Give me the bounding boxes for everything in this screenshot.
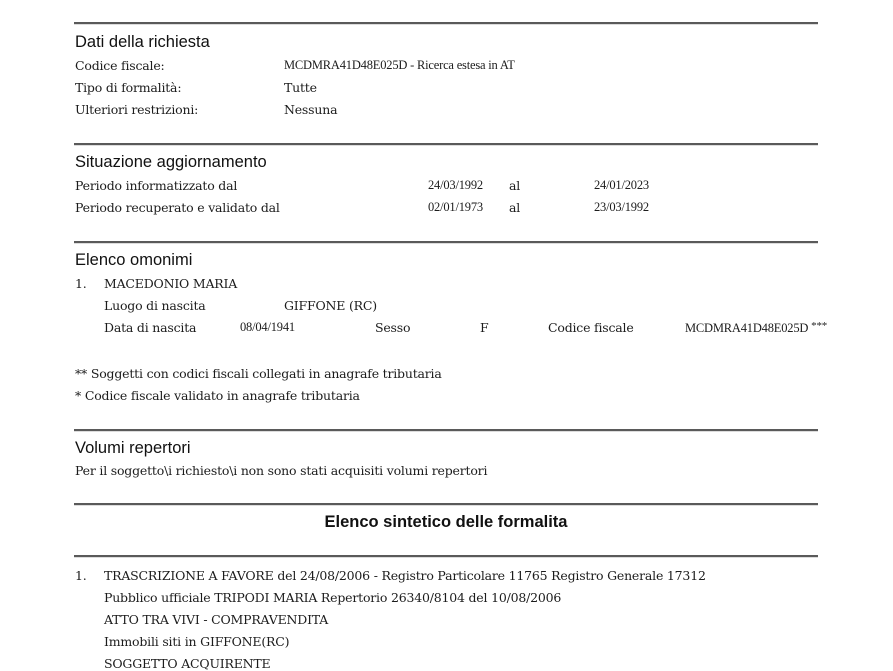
sesso-label: Sesso (375, 320, 411, 335)
cf-text: MCDMRA41D48E025D (685, 321, 809, 335)
cf-marker: *** (811, 320, 828, 332)
section-title-dati-richiesta: Dati della richiesta (75, 33, 210, 51)
period-sep: al (509, 178, 521, 193)
field-value-tipo-formalita: Tutte (284, 80, 317, 95)
section-divider (74, 22, 818, 25)
field-value-codice-fiscale: MCDMRA41D48E025D - Ricerca estesa in AT (284, 58, 515, 72)
codice-fiscale-value (685, 320, 827, 336)
period-to-recuperato: 23/03/1992 (594, 200, 649, 214)
field-label-ulteriori-restrizioni: Ulteriori restrizioni: (75, 102, 199, 117)
section-title-volumi: Volumi repertori (75, 439, 191, 457)
section-divider (74, 143, 818, 146)
formalita-line-immobili: Immobili siti in GIFFONE(RC) (104, 634, 290, 649)
section-title-situazione: Situazione aggiornamento (75, 153, 267, 171)
formalita-line-pubblico-ufficiale: Pubblico ufficiale TRIPODI MARIA Repertorio 26340/8104 del 10/08/2006 (104, 590, 562, 605)
luogo-nascita-label: Luogo di nascita (104, 298, 206, 313)
formalita-number: 1. (75, 568, 87, 583)
period-to-informatizzato: 24/01/2023 (594, 178, 649, 192)
omonimo-number: 1. (75, 276, 87, 291)
field-label-tipo-formalita: Tipo di formalità: (75, 80, 182, 95)
note-codice-validato: * Codice fiscale validato in anagrafe tributaria (75, 388, 360, 403)
codice-fiscale-label: Codice fiscale (548, 320, 634, 335)
period-from-recuperato: 02/01/1973 (428, 200, 483, 214)
section-divider (74, 503, 818, 506)
volumi-text: Per il soggetto\i richiesto\i non sono stati acquisiti volumi repertori (75, 463, 488, 478)
luogo-nascita-value: GIFFONE (RC) (284, 298, 377, 313)
section-divider (74, 429, 818, 432)
section-title-elenco-formalita: Elenco sintetico delle formalita (324, 513, 568, 531)
period-label-recuperato: Periodo recuperato e validato dal (75, 200, 280, 215)
period-label-informatizzato: Periodo informatizzato dal (75, 178, 238, 193)
formalita-line-trascrizione: TRASCRIZIONE A FAVORE del 24/08/2006 - Registro Particolare 11765 Registro Generale 17312 (104, 568, 706, 583)
field-value-ulteriori-restrizioni: Nessuna (284, 102, 338, 117)
sesso-value: F (480, 320, 489, 335)
note-codici-collegati: ** Soggetti con codici fiscali collegati in anagrafe tributaria (75, 366, 442, 381)
field-label-codice-fiscale: Codice fiscale: (75, 58, 165, 73)
period-from-informatizzato: 24/03/1992 (428, 178, 483, 192)
formalita-line-soggetto: SOGGETTO ACQUIRENTE (104, 656, 271, 671)
section-divider (74, 555, 818, 558)
formalita-line-atto: ATTO TRA VIVI - COMPRAVENDITA (104, 612, 329, 627)
data-nascita-label: Data di nascita (104, 320, 197, 335)
section-title-omonimi: Elenco omonimi (75, 251, 193, 269)
data-nascita-value: 08/04/1941 (240, 320, 295, 334)
section-divider (74, 241, 818, 244)
period-sep: al (509, 200, 521, 215)
omonimo-name: MACEDONIO MARIA (104, 276, 238, 291)
